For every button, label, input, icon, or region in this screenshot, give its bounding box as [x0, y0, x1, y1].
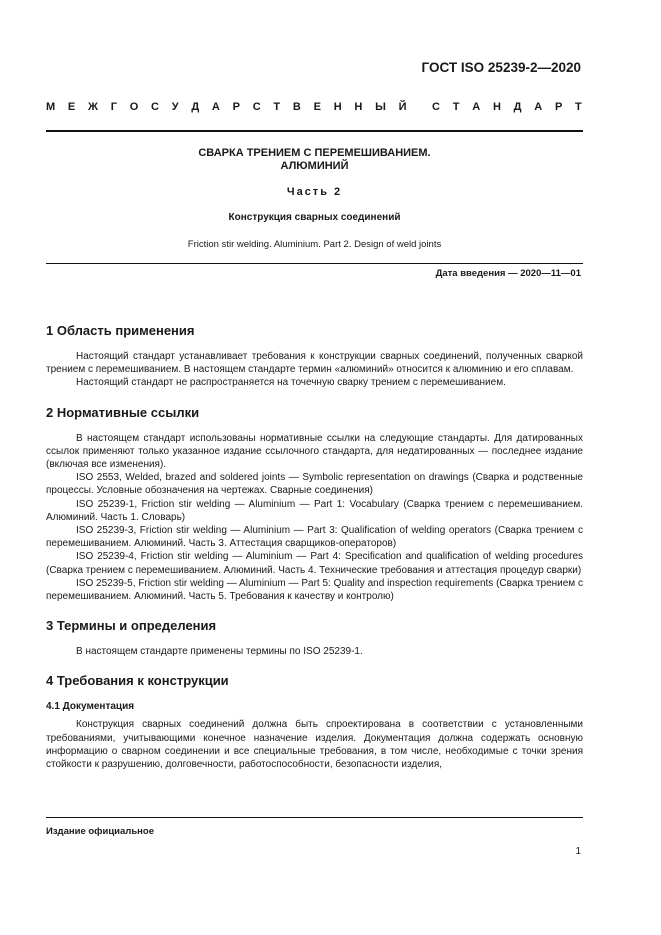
banner-letter: Ж	[88, 101, 98, 113]
banner-letter: Р	[232, 101, 240, 113]
banner-letter: А	[534, 101, 543, 113]
banner-letter: Ы	[375, 101, 386, 113]
paragraph: Конструкция сварных соединений должна быть спроектирована в соответствии с установленными требованиями, учитывающими конечное назначение изделия. Документация должна содержать основную информацию о сварном соединении и все специальные требования, в том числе, необходимые с точки зрения стойкости к разрушению, долговечности, работоспособности, безопасности изделия,	[46, 719, 583, 771]
section-heading: 2 Нормативные ссылки	[46, 404, 200, 420]
banner-letter: У	[171, 101, 179, 113]
banner-letter: В	[292, 101, 301, 113]
section-4	[46, 672, 583, 771]
reference-item: ISO 25239-3, Friction stir welding — Aluminium — Part 3: Qualification of welding operators (Сварка трением с перемешиванием. Алюминий. Часть 3. Аттестация сварщиков-операторов)	[46, 525, 583, 550]
banner-letter: А	[211, 101, 220, 113]
reference-item: ISO 2553, Welded, brazed and soldered joints — Symbolic representation on drawings (Сварка и родственные процессы. Условные обозначения на чертежах. Сварные соединения)	[46, 472, 583, 497]
banner-letter: С	[252, 101, 261, 113]
page-number: 1	[575, 846, 581, 857]
banner-letter: С	[432, 101, 440, 113]
banner-letter: Н	[492, 101, 501, 113]
banner-letter: Т	[452, 101, 460, 113]
document-body	[46, 322, 583, 785]
standard-title	[46, 147, 583, 173]
section-heading: 3 Термины и определения	[46, 618, 217, 634]
banner-letter: С	[151, 101, 159, 113]
banner-letter: Г	[110, 101, 117, 113]
introduction-date: Дата введения — 2020—11—01	[435, 268, 581, 279]
banner-letter: О	[129, 101, 139, 113]
reference-item: ISO 25239-5, Friction stir welding — Aluminium — Part 5: Quality and inspection requirements (Сварка трением с перемешиванием. Алюминий. Часть 5. Требования к качеству и контролю)	[46, 577, 583, 603]
part-label: Часть 2	[286, 186, 343, 198]
middle-rule	[46, 263, 583, 264]
banner-letter: Н	[333, 101, 342, 113]
banner-letter: Т	[575, 101, 582, 113]
banner-letter: Т	[273, 101, 281, 113]
paragraph: Настоящий стандарт устанавливает требования к конструкции сварных соединений, полученных сваркой трением с перемешиванием. В настоящем стандарте термин «алюминий» относится к алюминию и его сплавам.	[46, 351, 583, 376]
banner-letter: Д	[513, 101, 522, 113]
banner-letter: Е	[67, 101, 76, 113]
section-heading: 1 Область применения	[46, 323, 195, 338]
banner-letter: Е	[313, 101, 321, 113]
title-line-1: СВАРКА ТРЕНИЕМ С ПЕРЕМЕШИВАНИЕМ.	[198, 147, 431, 159]
banner-letter: Н	[354, 101, 363, 113]
section-3	[46, 617, 583, 658]
section-2	[46, 404, 583, 604]
banner-letter: Й	[398, 101, 407, 113]
title-line-2: АЛЮМИНИЙ	[280, 160, 349, 172]
section-heading: 4 Требования к конструкции	[46, 673, 229, 689]
reference-item: ISO 25239-1, Friction stir welding — Aluminium — Part 1: Vocabulary (Сварка трением с перемешиванием. Алюминий. Часть 1. Словарь)	[46, 498, 583, 523]
official-edition-label: Издание официальное	[46, 826, 154, 837]
gost-code: ГОСТ ISO 25239-2—2020	[421, 60, 581, 75]
footer-rule	[46, 817, 583, 818]
english-title: Friction stir welding. Aluminium. Part 2. Design of weld joints	[187, 239, 442, 250]
banner-letter: Р	[554, 101, 563, 113]
banner-letter: Д	[191, 101, 200, 113]
top-rule	[46, 130, 583, 132]
interstate-standard-banner	[46, 101, 582, 113]
standard-subtitle: Конструкция сварных соединений	[228, 212, 401, 223]
paragraph: В настоящем стандарте применены термины по ISO 25239-1.	[76, 646, 363, 658]
section-1	[46, 322, 583, 390]
reference-item: ISO 25239-4, Friction stir welding — Aluminium — Part 4: Specification and qualification of welding procedures (Сварка трением с перемешиванием. Алюминий. Часть 4. Технические требования и аттестация процедур сварки)	[46, 551, 583, 576]
paragraph: В настоящем стандарт использованы нормативные ссылки на следующие стандарты. Для датированных ссылок применяют только указанное издание ссылочного стандарта, для недатированных — последнее издание (включая все изменения).	[46, 432, 583, 471]
paragraph: Настоящий стандарт не распространяется на точечную сварку трением с перемешиванием.	[76, 377, 506, 389]
subsection-heading: 4.1 Документация	[46, 701, 135, 713]
banner-letter: М	[46, 101, 56, 113]
banner-letter: А	[472, 101, 481, 113]
